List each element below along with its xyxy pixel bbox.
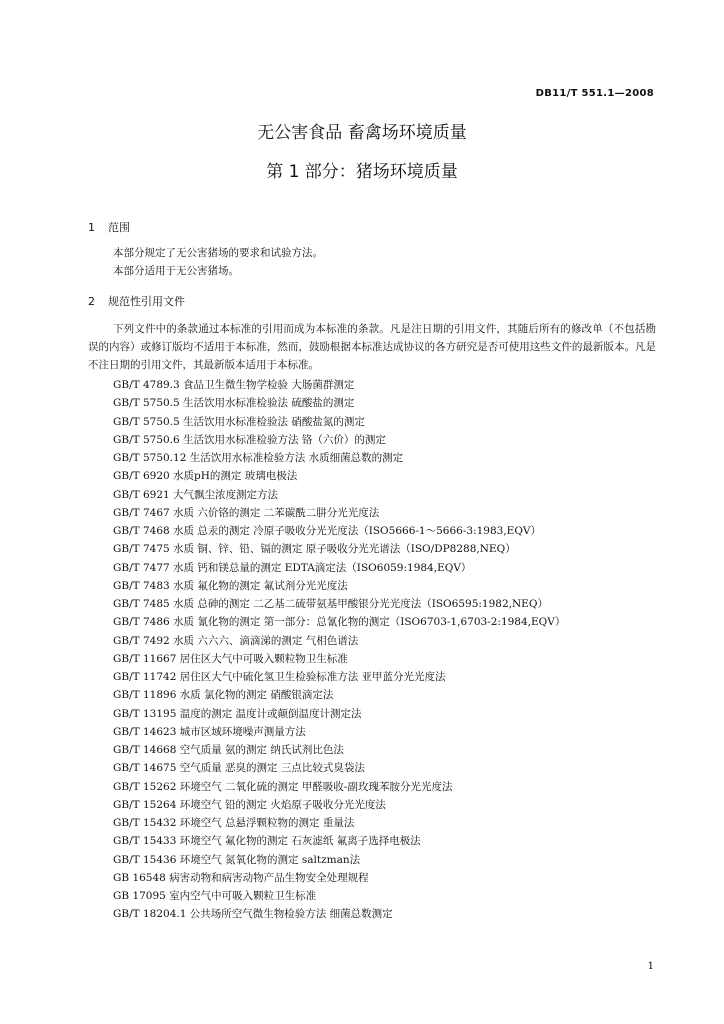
reference-item: GB/T 7475 水质 铜、锌、铅、镉的测定 原子吸收分光光谱法（ISO/DP8288,NEQ）: [113, 543, 516, 556]
reference-item: GB/T 4789.3 食品卫生微生物学检验 大肠菌群测定: [113, 379, 355, 391]
page-number: 1: [647, 961, 654, 972]
reference-item: GB/T 5750.12 生活饮用水标准检验方法 水质细菌总数的测定: [113, 452, 404, 464]
reference-list: [113, 376, 565, 924]
reference-item: GB 17095 室内空气中可吸入颗粒卫生标准: [113, 890, 317, 902]
reference-item: GB/T 7485 水质 总砷的测定 二乙基二硫带氨基甲酸银分光光度法（ISO6595:1982,NEQ）: [113, 598, 548, 610]
section-1-paragraph: 本部分适用于无公害猪场。: [113, 265, 239, 277]
reference-item: GB/T 15433 环境空气 氟化物的测定 石灰滤纸 氟离子选择电极法: [113, 835, 421, 848]
reference-item: GB/T 6920 水质pH的测定 玻璃电极法: [113, 470, 298, 483]
section-2-number: 2: [88, 295, 95, 308]
reference-item: GB/T 5750.6 生活饮用水标准检验方法 铬（六价）的测定: [113, 433, 386, 446]
reference-item: GB/T 7467 水质 六价铬的测定 二苯碳酰二肼分光光度法: [113, 506, 380, 519]
section-1-number: 1: [88, 221, 95, 234]
reference-item: GB 16548 病害动物和病害动物产品生物安全处理规程: [113, 871, 369, 884]
reference-item: GB/T 11896 水质 氯化物的测定 硝酸银滴定法: [113, 689, 334, 702]
reference-item: GB/T 11667 居住区大气中可吸入颗粒物卫生标准: [113, 652, 348, 665]
reference-item: GB/T 11742 居住区大气中硫化氢卫生检验标准方法 亚甲蓝分光光度法: [113, 671, 446, 683]
section-2-intro: 下列文件中的条款通过本标准的引用而成为本标准的条款。凡是注日期的引用文件，其随后所有的修改单（不包括勘误的内容）或修订版均不适用于本标准，然而，鼓励根据本标准达成协议的各方研究是否可使用这些文件的最新版本。凡是不注日期的引用文件，其最新版本适用于本标准。: [88, 323, 656, 371]
reference-item: GB/T 7492 水质 六六六、滴滴涕的测定 气相色谱法: [113, 634, 359, 647]
reference-item: GB/T 7468 水质 总汞的测定 冷原子吸收分光光度法（ISO5666-1～5666-3:1983,EQV）: [113, 525, 542, 537]
section-1-heading: [88, 219, 130, 235]
standard-number: DB11/T 551.1—2008: [535, 88, 654, 99]
reference-item: GB/T 14623 城市区域环境噪声测量方法: [113, 725, 306, 738]
section-2-heading: [88, 293, 185, 309]
document-part-title: 第 1 部分：猪场环境质量: [266, 162, 458, 182]
reference-item: GB/T 15262 环境空气 二氧化硫的测定 甲醛吸收-副玫瑰苯胺分光光度法: [113, 780, 453, 793]
reference-item: GB/T 18204.1 公共场所空气微生物检验方法 细菌总数测定: [113, 908, 393, 921]
reference-item: GB/T 14675 空气质量 恶臭的测定 三点比较式臭袋法: [113, 762, 365, 775]
section-1-title: 范围: [108, 221, 130, 234]
document-title: 无公害食品 畜禽场环境质量: [257, 123, 467, 143]
reference-item: GB/T 7486 水质 氰化物的测定 第一部分：总氰化物的测定（ISO6703-1,6703-2:1984,EQV）: [113, 616, 566, 629]
reference-item: GB/T 7477 水质 钙和镁总量的测定 EDTA滴定法（ISO6059:1984,EQV）: [113, 561, 472, 574]
reference-item: GB/T 14668 空气质量 氨的测定 纳氏试剂比色法: [113, 744, 344, 756]
reference-item: GB/T 15264 环境空气 铅的测定 火焰原子吸收分光光度法: [113, 798, 386, 811]
reference-item: GB/T 13195 温度的测定 温度计或颠倒温度计测定法: [113, 707, 362, 720]
reference-item: GB/T 7483 水质 氟化物的测定 氟试剂分光光度法: [113, 579, 348, 592]
reference-item: GB/T 5750.5 生活饮用水标准检验法 硝酸盐氮的测定: [113, 415, 365, 428]
reference-item: GB/T 5750.5 生活饮用水标准检验法 硫酸盐的测定: [113, 397, 355, 410]
reference-item: GB/T 15432 环境空气 总悬浮颗粒物的测定 重量法: [113, 817, 355, 829]
section-1-paragraph: 本部分规定了无公害猪场的要求和试验方法。: [113, 247, 323, 259]
reference-item: GB/T 15436 环境空气 氮氧化物的测定 saltzman法: [113, 853, 361, 866]
section-2-title: 规范性引用文件: [108, 295, 185, 308]
reference-item: GB/T 6921 大气飘尘浓度测定方法: [113, 488, 279, 501]
